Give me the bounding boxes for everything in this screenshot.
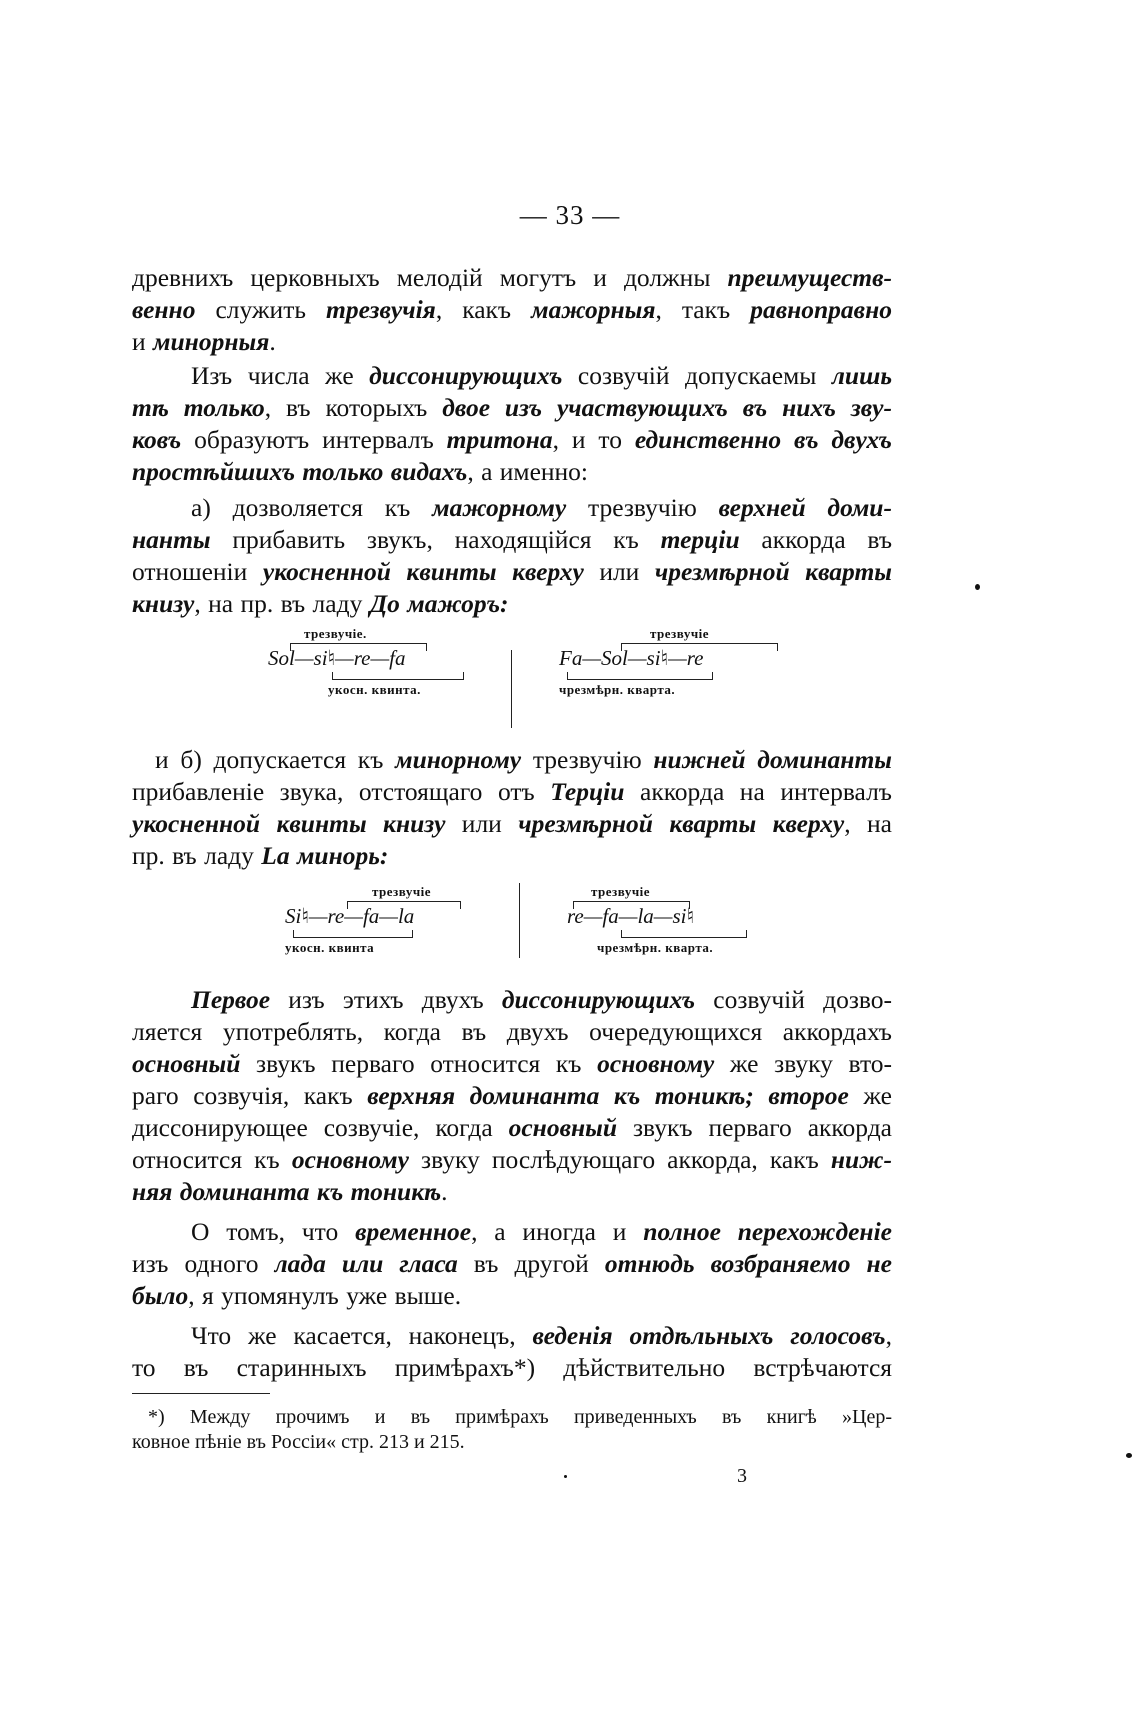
note-name: Fa [559,646,583,670]
italic-run: минорному [395,745,522,774]
italic-run: полное перехожденіе [643,1217,892,1246]
text-run: , [885,1321,892,1350]
note-name: si♮ [672,904,694,928]
text-run: служить [195,295,326,324]
italic-run: основному [291,1145,409,1174]
diagram-caption-top: трезвучіе [650,626,710,641]
italic-run: ниж- [830,1145,892,1174]
text-line [132,1352,892,1384]
text-run: въ другой [457,1249,605,1278]
text-line [155,744,892,776]
text-run: диссонирующее созвучіе, когда [132,1113,509,1142]
note-name: Sol [601,646,628,670]
note-dash: — [370,646,390,670]
text-run: созвучій допускаемы [562,361,832,390]
italic-run: трезвучія [325,295,436,324]
text-run: , я упомянулъ уже выше. [188,1281,462,1310]
italic-run: укосненной квинты кверху [262,557,584,586]
text-run: , на [844,809,892,838]
text-line [132,1144,892,1176]
text-run: пр. въ ладу [132,841,262,870]
italic-run: книзу [132,589,195,618]
text-line [132,1280,892,1312]
text-run: Что же касается, наконецъ, [191,1321,533,1350]
diagram-caption-top: трезвучіе. [304,626,367,641]
footnote-rule [132,1393,270,1394]
text-line [191,360,892,392]
text-line [132,1112,892,1144]
diagram-caption-bottom: укосн. квинта [285,940,375,955]
italic-run: няя доминанта къ тоникѣ [132,1177,442,1206]
note-dash: — [308,904,328,928]
text-run: же звуку вто- [714,1049,892,1078]
note-name: re [686,646,704,670]
text-run: звукъ перваго аккорда [617,1113,892,1142]
italic-run: лада или гласа [274,1249,458,1278]
italic-run: тѣ только [132,393,265,422]
note-name: fa [602,904,619,928]
bracket-bottom [621,930,747,938]
italic-run: основный [132,1049,241,1078]
text-line [132,1248,892,1280]
text-run: раго созвучія, какъ [132,1081,368,1110]
italic-run: лишь [831,361,892,390]
italic-run: диссонирующихъ [501,985,696,1014]
italic-run: диссонирующихъ [369,361,563,390]
text-run: относится къ [132,1145,292,1174]
note-name: si♮ [313,646,336,670]
bracket-bottom [332,672,464,680]
text-run: же [848,1081,892,1110]
note-dash: — [335,646,354,670]
italic-run: равноправно [750,295,892,324]
text-line [132,840,892,872]
italic-run: мажорному [432,493,567,522]
italic-run: верхняя доминанта къ тоникѣ; второе [367,1081,849,1110]
note-dash: — [618,904,638,928]
note-name: fa [362,904,380,928]
note-name: Si♮ [285,904,309,928]
text-run: трезвучію [521,745,654,774]
bracket-bottom [567,672,713,680]
italic-run: минорныя [153,327,270,356]
note-name: la [637,904,654,928]
italic-run: основному [597,1049,715,1078]
italic-run: преимуществ- [727,263,892,292]
italic-run: До мажоръ: [369,589,509,618]
scan-speck [975,584,980,590]
diagram-caption-bottom: чрезмѣрн. кварта. [597,940,714,955]
text-line [191,492,892,524]
italic-run: укосненной квинты книзу [132,809,446,838]
text-run: и б) допускается къ [155,745,396,774]
note-name: re [353,646,371,670]
text-line [191,1216,892,1248]
text-run: созвучій дозво- [695,985,892,1014]
text-run: звукъ перваго относится къ [240,1049,598,1078]
note-name: re [327,904,345,928]
diagram-caption-bottom: укосн. квинта. [328,682,421,697]
text-line [132,326,892,358]
text-run: и [132,327,154,356]
italic-run: двое изъ участвующихъ въ нихъ зву- [442,393,892,422]
italic-run: чрезмѣрной кварты кверху [518,809,845,838]
text-run: аккорда на интервалъ [624,777,892,806]
italic-run: отнюдь возбраняемо не [604,1249,893,1278]
text-run: трезвучію [566,493,719,522]
text-run: или [583,557,655,586]
italic-run: тритона [446,425,553,454]
text-line [132,588,892,620]
text-run: звуку послѣдующаго аккорда, какъ [408,1145,831,1174]
note-dash: — [583,904,603,928]
italic-run: нанты [132,525,211,554]
italic-run: единственно въ двухъ [634,425,892,454]
note-dash: — [627,646,647,670]
text-run: , въ которыхъ [264,393,443,422]
text-run: ляется употреблять, когда въ двухъ очередующихся аккордахъ [132,1017,892,1046]
italic-run: временное [355,1217,472,1246]
diagram-caption-top: трезвучіе [591,884,651,899]
text-run: О томъ, что [191,1217,356,1246]
note-dash: — [344,904,363,928]
note-name: fa [389,646,406,670]
note-name: si♮ [646,646,669,670]
italic-run: мажорныя [531,295,656,324]
text-line [132,1080,892,1112]
text-line [132,1176,892,1208]
italic-run: верхней доми- [718,493,892,522]
italic-run: нижней доминанты [653,745,892,774]
italic-run: веденія отдѣльныхъ голосовъ [532,1321,886,1350]
text-run: , и то [552,425,635,454]
note-sequence [559,646,703,671]
text-run: прибавленіе звука, отстоящаго отъ [132,777,551,806]
diagram-separator [519,883,520,958]
text-run: . [269,327,276,356]
text-run: образуютъ интервалъ [181,425,447,454]
note-name: re [567,904,584,928]
note-dash: — [668,646,687,670]
text-line [132,456,892,488]
text-run: Изъ числа же [191,361,370,390]
note-sequence [567,904,694,929]
note-name: la [397,904,415,928]
italic-run: ковъ [132,425,182,454]
diagram-caption-top: трезвучіе [372,884,432,899]
note-dash: — [294,646,314,670]
italic-run: La минорь: [261,841,389,870]
diagram-separator [511,650,512,728]
scan-speck [564,1475,567,1478]
text-run: . [441,1177,448,1206]
text-run: , а именно: [467,457,589,486]
text-run: , какъ [435,295,532,324]
text-run: , такъ [655,295,751,324]
footnote-line: *) Между прочимъ и въ примѣрахъ приведенныхъ въ книгѣ »Цер- [148,1406,892,1428]
italic-run: чрезмѣрной кварты [654,557,892,586]
text-line [132,262,892,294]
text-run: древнихъ церковныхъ мелодій могутъ и должны [132,263,728,292]
note-sequence [268,646,405,671]
text-line [191,984,892,1016]
note-sequence [285,904,414,929]
text-run: изъ этихъ двухъ [270,985,502,1014]
text-line [132,556,892,588]
text-run: то въ старинныхъ примѣрахъ*) дѣйствительно встрѣчаются [132,1353,892,1382]
text-run: или [445,809,519,838]
text-run: отношеніи [132,557,263,586]
text-line [132,294,892,326]
signature-mark: 3 [737,1465,747,1487]
text-line [191,1320,892,1352]
text-line [132,776,892,808]
note-dash: — [379,904,398,928]
text-run: , на пр. въ ладу [194,589,370,618]
note-dash: — [582,646,602,670]
text-line [132,808,892,840]
page-number: — 33 — [519,200,621,230]
italic-run: Терціи [550,777,625,806]
bracket-bottom [293,930,413,938]
scan-speck [1126,1453,1132,1458]
italic-run: Первое [191,985,271,1014]
text-run: аккорда въ [739,525,892,554]
text-line [132,392,892,424]
text-line [132,524,892,556]
text-run: изъ одного [132,1249,275,1278]
note-dash: — [653,904,673,928]
italic-run: простѣйшихъ только видахъ [132,457,468,486]
text-line [132,1048,892,1080]
italic-run: венно [132,295,196,324]
text-run: , а иногда и [471,1217,644,1246]
italic-run: было [132,1281,189,1310]
footnote-line: ковное пѣніе въ Россіи« стр. 213 и 215. [132,1431,465,1453]
text-run: прибавить звукъ, находящійся къ [210,525,661,554]
text-run: a) дозволяется къ [191,493,433,522]
italic-run: терціи [660,525,740,554]
note-name: Sol [268,646,295,670]
text-line [132,1016,892,1048]
diagram-caption-bottom: чрезмѣрн. кварта. [559,682,676,697]
text-line [132,424,892,456]
italic-run: основный [508,1113,618,1142]
